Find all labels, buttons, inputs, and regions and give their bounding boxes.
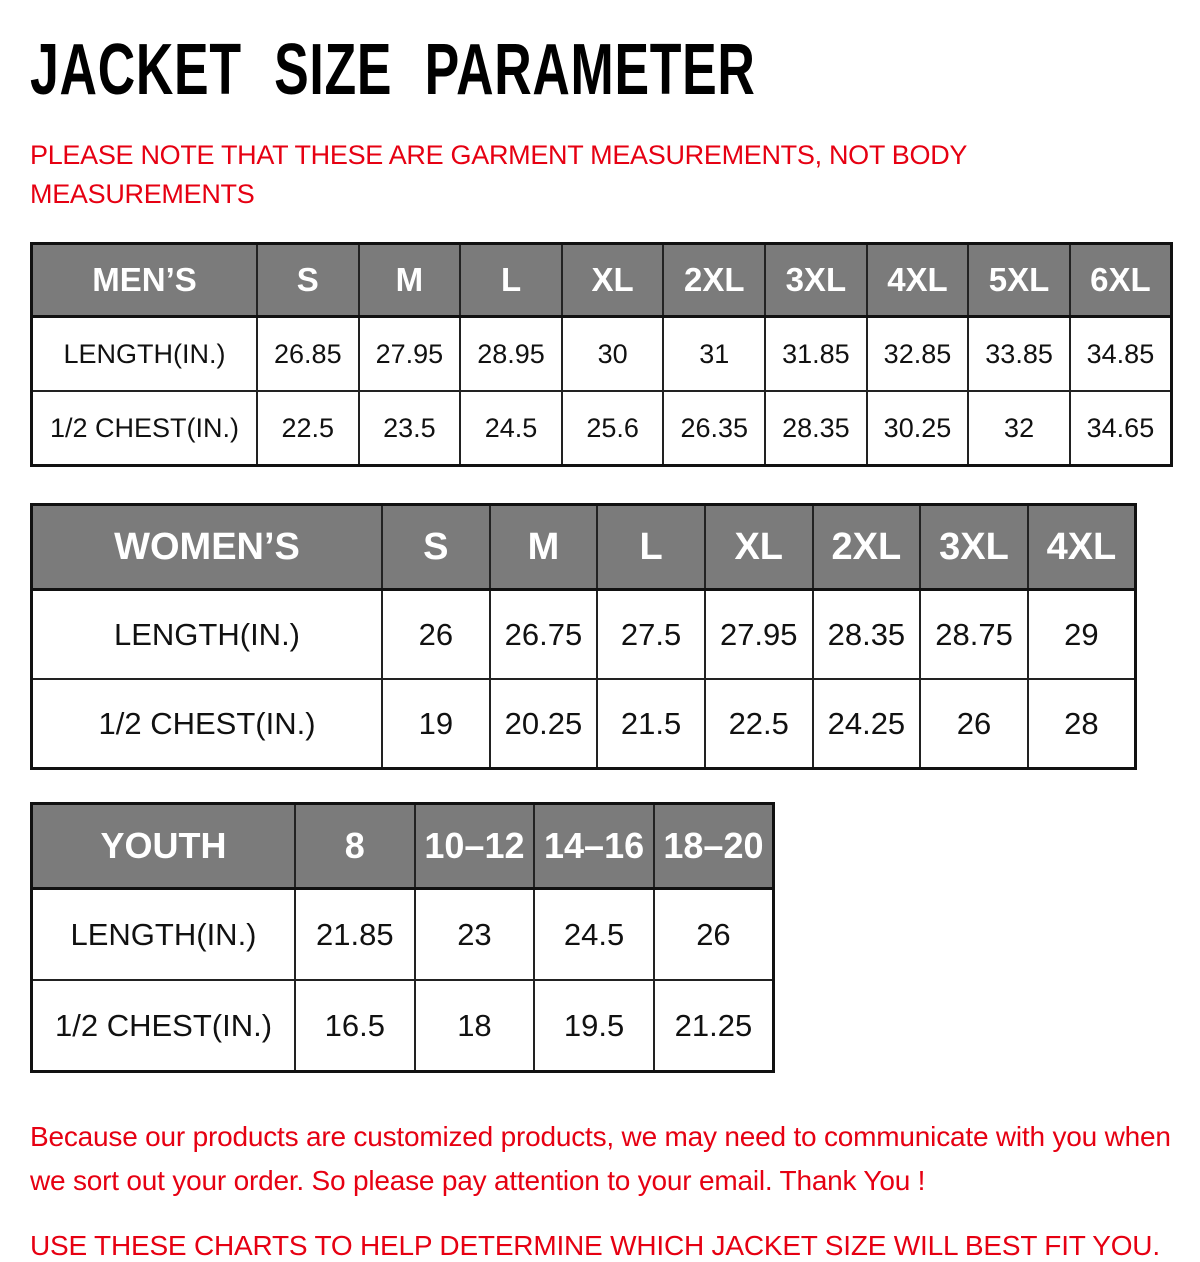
measurement-cell: 22.5 [257, 391, 359, 466]
measurement-cell: 25.6 [562, 391, 664, 466]
mens-size-table [30, 242, 1173, 467]
measurement-cell: 24.5 [460, 391, 562, 466]
row-label: 1/2 CHEST(IN.) [32, 679, 383, 769]
measurement-cell: 30.25 [867, 391, 969, 466]
measurement-cell: 33.85 [968, 317, 1070, 392]
measurement-cell: 24.25 [813, 679, 921, 769]
size-column-header: 18–20 [654, 804, 774, 889]
size-column-header: XL [705, 505, 813, 590]
measurement-cell: 31.85 [765, 317, 867, 392]
size-column-header: 4XL [867, 244, 969, 317]
measurement-cell: 26 [920, 679, 1028, 769]
mens-length-row [32, 317, 1172, 392]
garment-measurement-note: PLEASE NOTE THAT THESE ARE GARMENT MEASUREMENTS, NOT BODY MEASUREMENTS [30, 140, 967, 210]
womens-table-title: WOMEN’S [32, 505, 383, 590]
measurement-cell: 21.85 [295, 889, 415, 981]
mens-table-title: MEN’S [32, 244, 258, 317]
mens-header-row [32, 244, 1172, 317]
size-column-header: 2XL [663, 244, 765, 317]
measurement-cell: 16.5 [295, 980, 415, 1072]
size-column-header: 5XL [968, 244, 1070, 317]
measurement-cell: 29 [1028, 590, 1136, 680]
size-column-header: 10–12 [415, 804, 535, 889]
measurement-cell: 27.95 [705, 590, 813, 680]
row-label: 1/2 CHEST(IN.) [32, 980, 296, 1072]
measurement-cell: 28.75 [920, 590, 1028, 680]
measurement-cell: 24.5 [534, 889, 654, 981]
measurement-cell: 26 [654, 889, 774, 981]
row-label: LENGTH(IN.) [32, 590, 383, 680]
youth-table-title: YOUTH [32, 804, 296, 889]
size-column-header: L [460, 244, 562, 317]
size-column-header: 8 [295, 804, 415, 889]
measurement-cell: 22.5 [705, 679, 813, 769]
measurement-cell: 19.5 [534, 980, 654, 1072]
measurement-cell: 34.65 [1070, 391, 1172, 466]
measurement-cell: 20.25 [490, 679, 598, 769]
row-label: 1/2 CHEST(IN.) [32, 391, 258, 466]
youth-length-row [32, 889, 774, 981]
measurement-cell: 28.35 [813, 590, 921, 680]
measurement-cell: 26 [382, 590, 490, 680]
measurement-cell: 28.35 [765, 391, 867, 466]
chart-usage-note: USE THESE CHARTS TO HELP DETERMINE WHICH JACKET SIZE WILL BEST FIT YOU. [30, 1230, 1160, 1262]
measurement-cell: 26.35 [663, 391, 765, 466]
womens-length-row [32, 590, 1136, 680]
size-column-header: 3XL [765, 244, 867, 317]
measurement-cell: 27.5 [597, 590, 705, 680]
measurement-cell: 28 [1028, 679, 1136, 769]
measurement-cell: 32.85 [867, 317, 969, 392]
measurement-cell: 21.5 [597, 679, 705, 769]
size-column-header: 3XL [920, 505, 1028, 590]
measurement-cell: 27.95 [359, 317, 461, 392]
customized-products-note: Because our products are customized products, we may need to communicate with you when we sort out your order. So please pay attention to your email. Thank You ! [30, 1121, 1171, 1196]
measurement-cell: 26.75 [490, 590, 598, 680]
size-column-header: M [490, 505, 598, 590]
measurement-cell: 28.95 [460, 317, 562, 392]
size-column-header: L [597, 505, 705, 590]
size-column-header: 6XL [1070, 244, 1172, 317]
youth-header-row [32, 804, 774, 889]
youth-chest-row [32, 980, 774, 1072]
measurement-cell: 19 [382, 679, 490, 769]
womens-header-row [32, 505, 1136, 590]
measurement-cell: 21.25 [654, 980, 774, 1072]
page-title: JACKET SIZE PARAMETER [30, 30, 756, 110]
measurement-cell: 18 [415, 980, 535, 1072]
size-column-header: M [359, 244, 461, 317]
measurement-cell: 30 [562, 317, 664, 392]
womens-chest-row [32, 679, 1136, 769]
size-column-header: S [382, 505, 490, 590]
size-column-header: XL [562, 244, 664, 317]
womens-size-table [30, 503, 1137, 770]
size-column-header: S [257, 244, 359, 317]
size-column-header: 14–16 [534, 804, 654, 889]
row-label: LENGTH(IN.) [32, 317, 258, 392]
measurement-cell: 34.85 [1070, 317, 1172, 392]
row-label: LENGTH(IN.) [32, 889, 296, 981]
measurement-cell: 32 [968, 391, 1070, 466]
size-column-header: 4XL [1028, 505, 1136, 590]
measurement-cell: 23.5 [359, 391, 461, 466]
measurement-cell: 26.85 [257, 317, 359, 392]
measurement-cell: 23 [415, 889, 535, 981]
measurement-cell: 31 [663, 317, 765, 392]
youth-size-table [30, 802, 775, 1073]
size-column-header: 2XL [813, 505, 921, 590]
mens-chest-row [32, 391, 1172, 466]
